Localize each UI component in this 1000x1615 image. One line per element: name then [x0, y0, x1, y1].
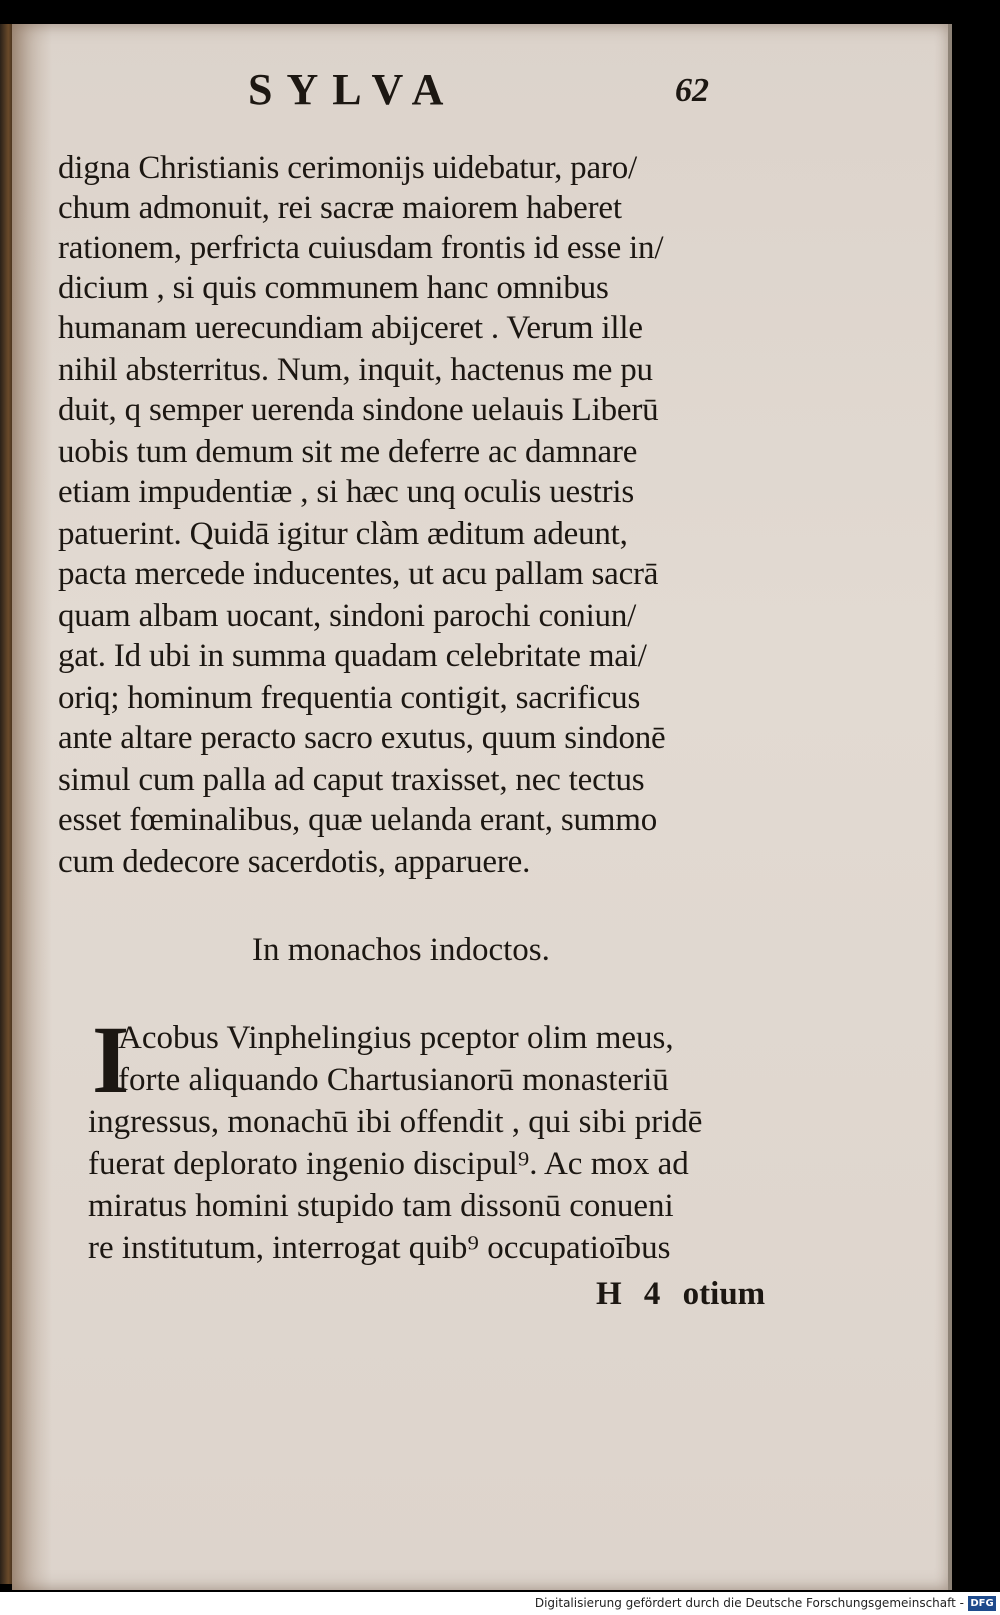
text-line: esset fœminalibus, quæ uelanda erant, summo [58, 802, 658, 838]
text-line: gat. Id ubi in summa quadam celebritate mai/ [58, 638, 647, 674]
signature-mark: H 4 [596, 1276, 661, 1312]
text-line: miratus homini stupido tam dissonū conueni [88, 1188, 674, 1224]
signature-line [596, 1274, 765, 1314]
text-line: re institutum, interrogat quib⁹ occupatioībus [88, 1230, 671, 1266]
footer-bar [0, 1592, 1000, 1615]
text-line: oriq; hominum frequentia contigit, sacrificus [58, 680, 641, 716]
page-number: 62 [675, 72, 709, 109]
text-line: uobis tum demum sit me deferre ac damnare [58, 434, 638, 470]
text-line: rationem, perfricta cuiusdam frontis id esse in/ [58, 230, 664, 266]
catchword: otium [682, 1276, 766, 1312]
drop-cap-initial: I [92, 1006, 130, 1113]
text-line: duit, q semper uerenda sindone uelauis Liberū [58, 392, 659, 428]
text-line: cum dedecore sacerdotis, apparuere. [58, 844, 531, 880]
text-line: patuerint. Quidā igitur clàm æditum adeunt, [58, 516, 628, 552]
text-line: dicium , si quis communem hanc omnibus [58, 270, 609, 306]
text-line: humanam uerecundiam abijceret . Verum ille [58, 310, 643, 346]
gutter-shadow [12, 24, 52, 1590]
text-line: nihil absterritus. Num, inquit, hactenus me pu [58, 352, 653, 388]
section-heading: In monachos indoctos. [252, 932, 550, 968]
text-line: simul cum palla ad caput traxisset, nec tectus [58, 762, 645, 798]
running-title: SYLVA [248, 65, 458, 114]
page-edge [948, 24, 952, 1590]
text-line: quam albam uocant, sindoni parochi coniun/ [58, 598, 637, 634]
text-line: ante altare peracto sacro exutus, quum sindonē [58, 720, 666, 756]
running-head [12, 64, 948, 124]
text-line: digna Christianis cerimonijs uidebatur, paro/ [58, 150, 637, 186]
dfg-logo-badge: DFG [968, 1596, 996, 1611]
text-line: Acobus Vinphelingius pceptor olim meus, [118, 1020, 674, 1056]
text-line: etiam impudentiæ , si hæc unq oculis uestris [58, 474, 634, 510]
book-page [12, 24, 948, 1590]
funding-notice: Digitalisierung gefördert durch die Deutsche Forschungsgemeinschaft - [534, 1596, 964, 1610]
text-line: ingressus, monachū ibi offendit , qui sibi pridē [88, 1104, 703, 1140]
text-line: forte aliquando Chartusianorū monasteriū [118, 1062, 669, 1098]
text-line: fuerat deplorato ingenio discipul⁹. Ac mox ad [88, 1146, 689, 1182]
text-line: pacta mercede inducentes, ut acu pallam sacrā [58, 556, 659, 592]
text-line: chum admonuit, rei sacræ maiorem haberet [58, 190, 622, 226]
